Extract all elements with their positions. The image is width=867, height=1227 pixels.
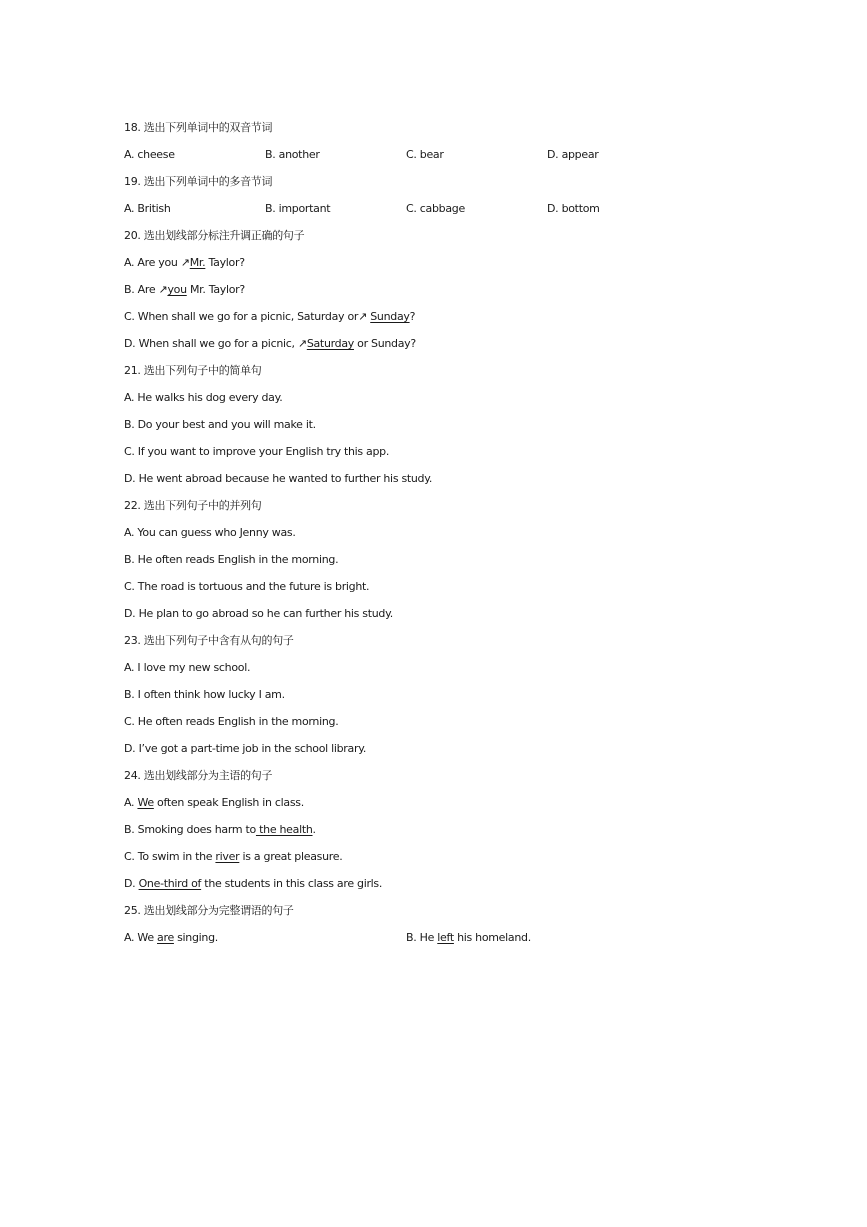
option-b: B. another [265,148,320,161]
underlined-text: Saturday [306,337,354,350]
underlined-text: you [167,283,187,296]
option-a [124,930,218,946]
option-text: D. [124,877,139,890]
option-text: . [312,823,316,836]
option-text: the students in this class are girls. [201,877,383,890]
option-d [124,876,382,892]
option-c: C. bear [406,148,444,161]
question-18-stem: 18. 选出下列单词中的双音节词 [124,121,273,134]
underlined-text: river [215,850,240,863]
underlined-text: Mr. [189,256,206,269]
question-24-stem: 24. 选出划线部分为主语的句子 [124,769,273,782]
option-d: D. appear [547,148,599,161]
underlined-text: left [437,931,454,944]
option-text: ? [409,310,416,323]
question-25-options [124,930,724,946]
option-c [124,309,415,325]
option-c: C. cabbage [406,202,465,215]
option-a [124,255,245,271]
option-text: singing. [173,931,218,944]
option-text: C. To swim in the [124,850,216,863]
option-text: A. [124,796,138,809]
option-a [124,795,304,811]
option-text: his homeland. [453,931,531,944]
option-text: is a great pleasure. [239,850,343,863]
option-b: B. He often reads English in the morning. [124,553,339,566]
question-20-stem: 20. 选出划线部分标注升调正确的句子 [124,229,305,242]
question-19-stem: 19. 选出下列单词中的多音节词 [124,175,273,188]
option-text: B. Are ↗ [124,283,168,296]
option-text: C. When shall we go for a picnic, Saturday or↗ [124,310,371,323]
option-d: D. He went abroad because he wanted to further his study. [124,472,433,485]
option-text: A. We [124,931,158,944]
option-a: A. cheese [124,148,175,161]
underlined-text: the health [255,823,313,836]
option-text: Mr. Taylor? [186,283,245,296]
option-b: B. important [265,202,331,215]
option-c: C. If you want to improve your English try this app. [124,445,390,458]
option-d: D. bottom [547,202,600,215]
question-23-stem: 23. 选出下列句子中含有从句的句子 [124,634,294,647]
option-b [124,282,245,298]
underlined-text: One-third of [138,877,202,890]
question-25-stem: 25. 选出划线部分为完整谓语的句子 [124,904,294,917]
option-c: C. He often reads English in the morning. [124,715,339,728]
question-21-stem: 21. 选出下列句子中的简单句 [124,364,262,377]
option-c: C. The road is tortuous and the future is bright. [124,580,370,593]
option-a: A. He walks his dog every day. [124,391,283,404]
option-a: A. I love my new school. [124,661,251,674]
underlined-text: We [137,796,154,809]
option-d: D. I’ve got a part-time job in the school library. [124,742,367,755]
option-text: D. When shall we go for a picnic, ↗ [124,337,307,350]
option-text: or Sunday? [353,337,416,350]
option-b: B. Do your best and you will make it. [124,418,316,431]
option-b [406,930,531,946]
underlined-text: are [157,931,174,944]
option-d [124,336,416,352]
option-text: A. Are you ↗ [124,256,190,269]
option-a: A. British [124,202,171,215]
option-b: B. I often think how lucky I am. [124,688,285,701]
option-c [124,849,342,865]
option-text: B. He [406,931,438,944]
option-text: Taylor? [205,256,245,269]
option-text: B. Smoking does harm to [124,823,256,836]
option-text: often speak English in class. [153,796,304,809]
option-b [124,822,316,838]
option-a: A. You can guess who Jenny was. [124,526,296,539]
option-d: D. He plan to go abroad so he can further his study. [124,607,393,620]
underlined-text: Sunday [370,310,410,323]
question-22-stem: 22. 选出下列句子中的并列句 [124,499,262,512]
